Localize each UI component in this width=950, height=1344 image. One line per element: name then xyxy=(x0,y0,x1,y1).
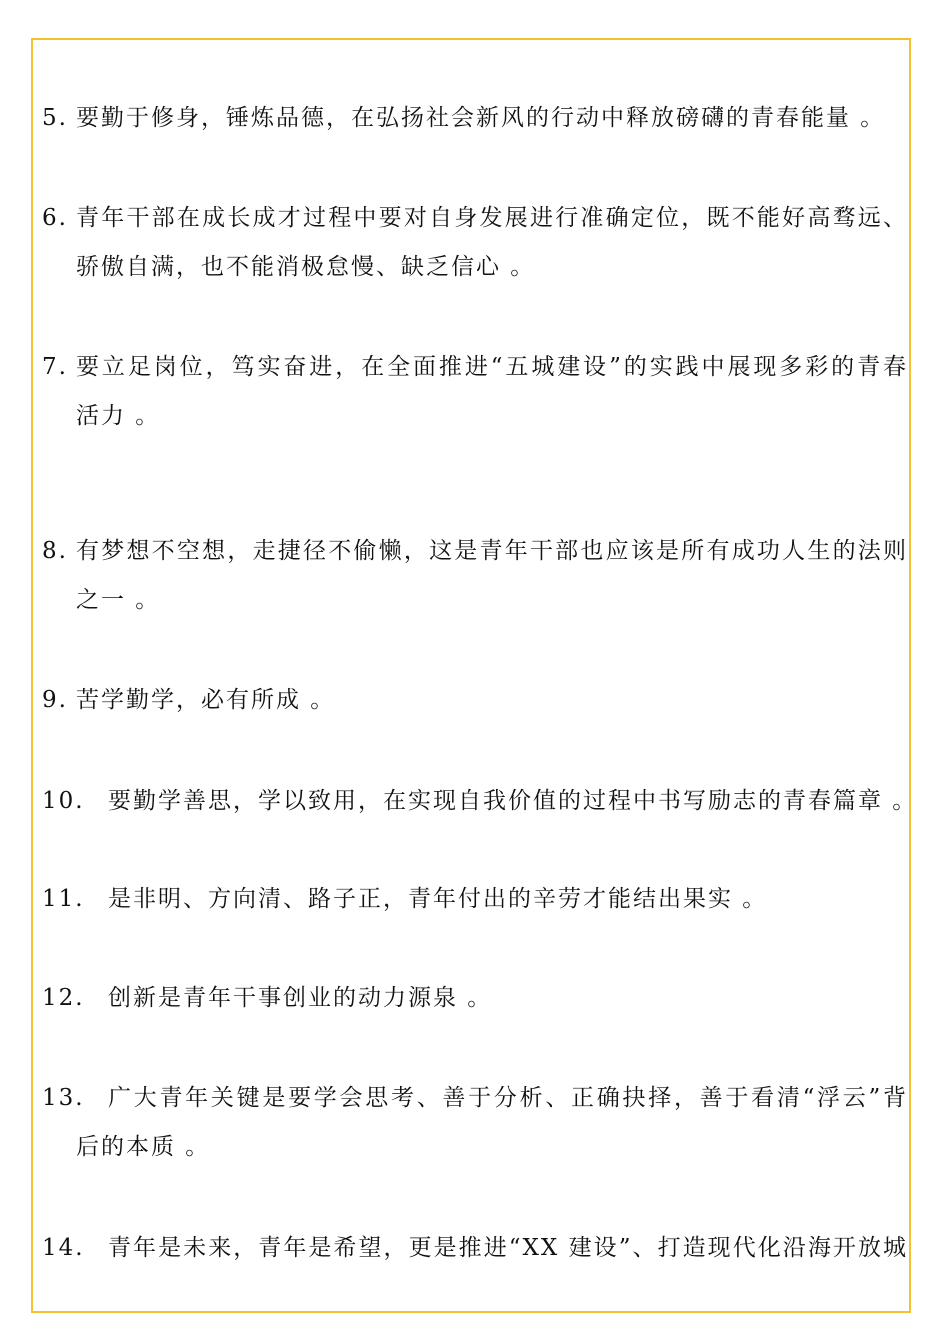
item-text: 要立足岗位，笃实奋进，在全面推进“五城建设”的实践中展现多彩的青春 xyxy=(76,354,908,380)
list-item xyxy=(42,1224,908,1273)
item-number: 6. xyxy=(42,205,68,231)
item-text: 要勤于修身，锤炼品德，在弘扬社会新风的行动中释放磅礴的青春能量 。 xyxy=(76,105,886,131)
item-text: 是非明、方向清、路子正，青年付出的辛劳才能结出果实 。 xyxy=(108,886,768,912)
list-item xyxy=(42,1074,908,1172)
list-item xyxy=(42,343,908,441)
item-number: 11. xyxy=(42,886,85,912)
list-item xyxy=(42,194,908,292)
list-item xyxy=(42,527,908,625)
item-text-continued: 活力 。 xyxy=(76,403,161,429)
item-text: 创新是青年干事创业的动力源泉 。 xyxy=(108,985,493,1011)
list-item xyxy=(42,974,908,1023)
item-text: 青年是未来，青年是希望，更是推进“XX 建设”、打造现代化沿海开放城 xyxy=(108,1235,908,1261)
item-text: 要勤学善思，学以致用，在实现自我价值的过程中书写励志的青春篇章 。 xyxy=(108,788,918,814)
item-text-continued: 骄傲自满，也不能消极怠慢、缺乏信心 。 xyxy=(76,254,536,280)
item-number: 7. xyxy=(42,354,68,380)
item-number: 10. xyxy=(42,788,85,814)
item-text: 青年干部在成长成才过程中要对自身发展进行准确定位，既不能好高骛远、 xyxy=(76,205,908,231)
item-number: 5. xyxy=(42,105,68,131)
item-number: 13. xyxy=(42,1085,85,1111)
list-item xyxy=(42,676,908,725)
item-text: 有梦想不空想，走捷径不偷懒，这是青年干部也应该是所有成功人生的法则 xyxy=(76,538,908,564)
item-number: 12. xyxy=(42,985,85,1011)
item-text: 苦学勤学，必有所成 。 xyxy=(76,687,336,713)
item-number: 14. xyxy=(42,1235,85,1261)
item-number: 9. xyxy=(42,687,68,713)
item-number: 8. xyxy=(42,538,68,564)
item-text: 广大青年关键是要学会思考、善于分析、正确抉择，善于看清“浮云”背 xyxy=(108,1085,908,1111)
list-item xyxy=(42,777,918,826)
item-text-continued: 后的本质 。 xyxy=(76,1134,211,1160)
list-item xyxy=(42,94,908,143)
item-text-continued: 之一 。 xyxy=(76,587,161,613)
list-item xyxy=(42,875,908,924)
